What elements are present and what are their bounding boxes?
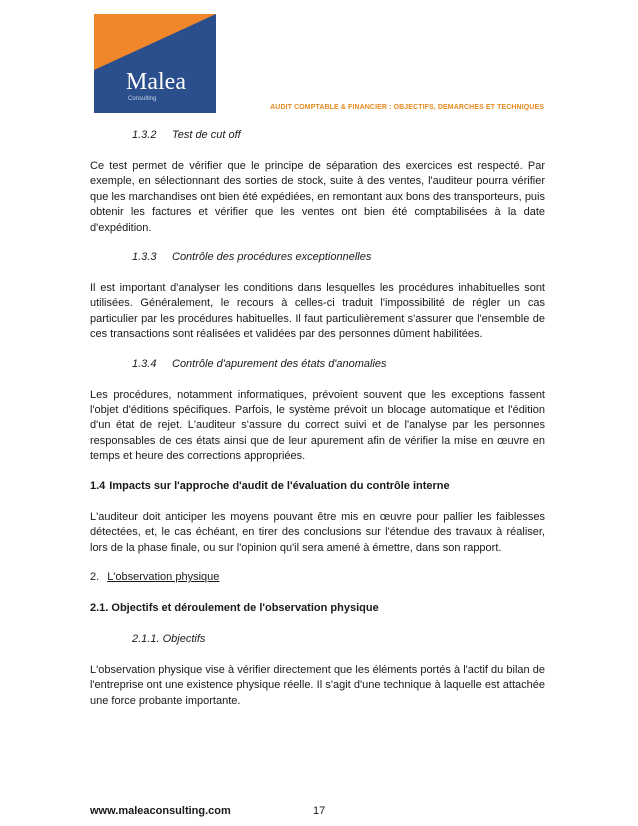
logo-subtext: Consulting [128, 96, 157, 102]
section-heading-2-1: 2.1. Objectifs et déroulement de l'observation physique [90, 601, 379, 614]
subsection-number: 1.3.4 [132, 357, 157, 370]
subsection-number: 1.3.3 [132, 251, 157, 264]
paragraph-impacts: L'auditeur doit anticiper les moyens pouvant être mis en œuvre pour pallier les faiblesses détectées, et, le cas échéant, en tirer des conclusions sur l'étendue des travaux à réaliser, lors de la phase finale, ou sur l'opinion qu'il sera amené à émettre, dans son rapport. [90, 510, 545, 554]
section-title: Impacts sur l'approche d'audit de l'évaluation du contrôle interne [109, 479, 450, 492]
footer-website-link[interactable]: www.maleaconsulting.com [90, 805, 231, 817]
paragraph-etats-anomalies: Les procédures, notamment informatiques, prévoient souvent que les exceptions fassent l'objet d'éditions spécifiques. Parfois, le système prévoit un blocage automatique et l'édition d'un état de rejet. L'auditeur s'assure du correct suivi et de l'analyse par les personnes responsables de ces états ainsi que de leur apurement afin de vérifier la mise en œuvre en temps et heure des corrections appropriées. [90, 388, 545, 463]
subsection-heading-1-3-2 [90, 128, 545, 143]
document-header-title: AUDIT COMPTABLE & FINANCIER : OBJECTIFS, DEMARCHES ET TECHNIQUES [270, 104, 544, 111]
chapter-number: 2. [90, 570, 100, 583]
paragraph-cut-off: Ce test permet de vérifier que le principe de séparation des exercices est respecté. Par exemple, en sélectionnant des sorties de stock, suite à des ventes, l'auditeur pourra vérifier que les marchandises ont bien été expédiées, en remontant aux bons des transporteurs, puis obtenir les factures et vérifier que les ventes ont bien été comptabilisées à la date d'expédition. [90, 160, 545, 234]
subsection-heading-2-1-1: 2.1.1. Objectifs [132, 632, 206, 645]
page-number: 17 [313, 805, 326, 817]
chapter-heading-2 [90, 570, 545, 585]
subsection-number: 1.3.2 [132, 129, 157, 141]
logo-wordmark: Malea [126, 69, 186, 95]
subsection-title: Contrôle des procédures exceptionnelles [172, 251, 372, 264]
subsection-heading-1-3-4 [90, 357, 545, 372]
page-footer [90, 805, 550, 821]
malea-logo [94, 14, 216, 113]
chapter-title: L'observation physique [107, 570, 220, 583]
paragraph-procedures-exceptionnelles: Il est important d'analyser les conditions dans lesquelles les procédures inhabituelles sont utilisées. Généralement, le recours à celles-ci traduit l'impossibilité de régler un cas particulier par les procédures habituelles. Il faut particulièrement s'assurer que l'ensemble de ces transactions sont réalisées et validées par des personnes dûment habilitées. [90, 282, 545, 341]
section-heading-1-4 [90, 479, 545, 494]
subsection-heading-1-3-3 [90, 250, 545, 265]
subsection-title: Test de cut off [172, 129, 241, 141]
paragraph-observation-objectifs: L'observation physique vise à vérifier directement que les éléments portés à l'actif du bilan de l'entreprise ont une existence physique réelle. Il s'agit d'une technique à laquelle est attachée une force probante importante. [90, 663, 545, 707]
page-content [90, 128, 545, 709]
subsection-title: Contrôle d'apurement des états d'anomalies [172, 357, 387, 370]
section-number: 1.4 [90, 479, 106, 492]
